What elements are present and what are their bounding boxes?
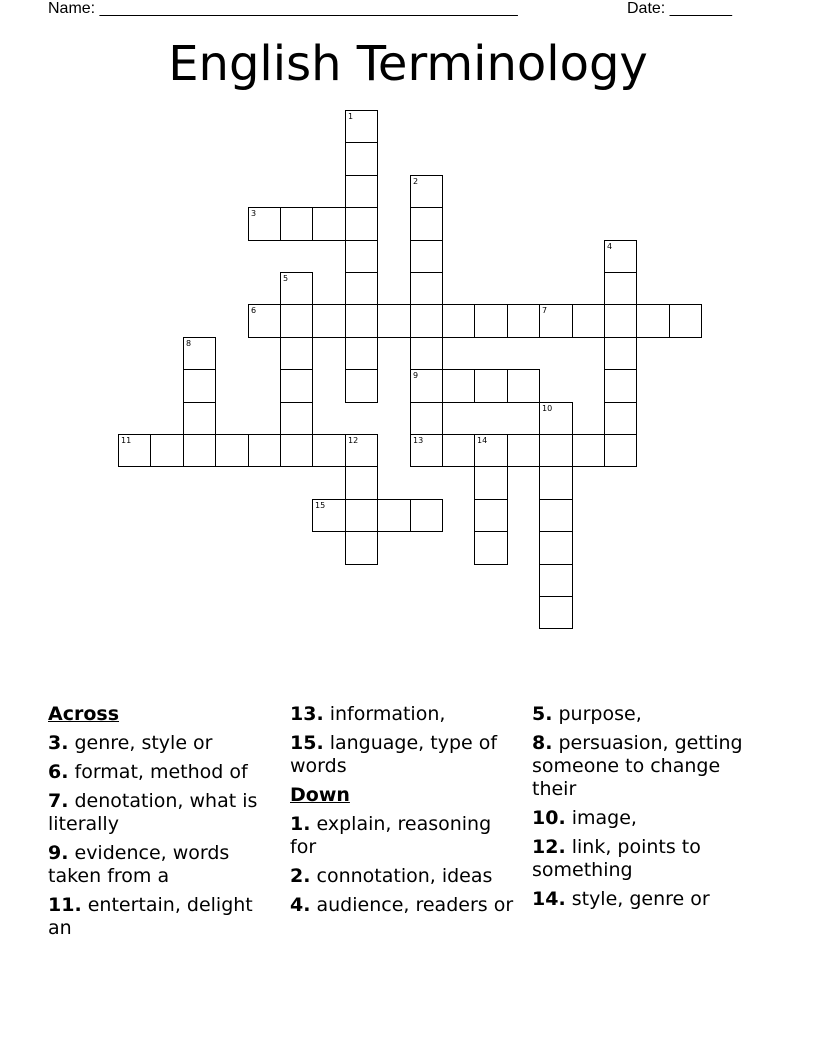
grid-cell[interactable]: [377, 499, 411, 532]
grid-cell[interactable]: [183, 402, 216, 435]
grid-cell[interactable]: [410, 434, 443, 467]
grid-cell[interactable]: [345, 142, 378, 176]
clue-number: 2: [413, 177, 419, 186]
grid-cell[interactable]: [345, 240, 378, 273]
clue-column-1: [48, 703, 280, 946]
grid-cell[interactable]: [345, 531, 378, 565]
grid-cell[interactable]: [604, 240, 637, 273]
grid-cell[interactable]: [410, 304, 443, 338]
grid-cell[interactable]: [539, 531, 573, 565]
grid-cell[interactable]: [474, 499, 508, 532]
grid-cell[interactable]: [150, 434, 184, 467]
grid-cell[interactable]: [539, 564, 573, 597]
grid-cell[interactable]: [669, 304, 702, 338]
grid-cell[interactable]: [410, 499, 443, 532]
clue-number: 9: [413, 371, 419, 380]
grid-cell[interactable]: [377, 304, 411, 338]
clue-number: 1: [348, 112, 354, 121]
clue-down-1: 1. explain, reasoning for: [290, 813, 492, 858]
grid-cell[interactable]: [248, 304, 281, 338]
clue-down-10: 10. image,: [532, 807, 637, 829]
clue-down-12: 12. link, points to something: [532, 836, 701, 881]
grid-cell[interactable]: [636, 304, 670, 338]
clue-number: 12: [348, 436, 359, 445]
grid-cell[interactable]: [345, 337, 378, 370]
grid-cell[interactable]: [280, 434, 313, 467]
grid-cell[interactable]: [183, 434, 216, 467]
clue-number: 6: [251, 306, 257, 315]
grid-cell[interactable]: [248, 207, 281, 241]
clue-across-6: 6. format, method of: [48, 761, 248, 783]
grid-cell[interactable]: [345, 110, 378, 143]
grid-cell[interactable]: [604, 337, 637, 370]
grid-cell[interactable]: [539, 466, 573, 500]
grid-cell[interactable]: [474, 304, 508, 338]
clue-number: 10: [542, 404, 553, 413]
grid-cell[interactable]: [410, 369, 443, 403]
grid-cell[interactable]: [539, 434, 573, 467]
grid-cell[interactable]: [345, 304, 378, 338]
clue-column-3: [532, 703, 764, 917]
name-field[interactable]: Name: _______________________________________________: [48, 0, 518, 17]
grid-cell[interactable]: [442, 304, 475, 338]
grid-cell[interactable]: [410, 207, 443, 241]
clue-across-11: 11. entertain, delight an: [48, 894, 253, 939]
grid-cell[interactable]: [345, 175, 378, 208]
grid-cell[interactable]: [183, 369, 216, 403]
grid-cell[interactable]: [539, 596, 573, 629]
grid-cell[interactable]: [183, 337, 216, 370]
grid-cell[interactable]: [410, 272, 443, 305]
grid-cell[interactable]: [345, 466, 378, 500]
grid-cell[interactable]: [345, 272, 378, 305]
grid-cell[interactable]: [604, 369, 637, 403]
clue-number: 4: [607, 242, 613, 251]
grid-cell[interactable]: [248, 434, 281, 467]
grid-cell[interactable]: [345, 499, 378, 532]
grid-cell[interactable]: [280, 272, 313, 305]
grid-cell[interactable]: [539, 402, 573, 435]
clue-number: 15: [315, 501, 326, 510]
grid-cell[interactable]: [312, 304, 346, 338]
grid-cell[interactable]: [410, 402, 443, 435]
clue-across-7: 7. denotation, what is literally: [48, 790, 258, 835]
grid-cell[interactable]: [280, 369, 313, 403]
grid-cell[interactable]: [442, 434, 475, 467]
grid-cell[interactable]: [474, 466, 508, 500]
grid-cell[interactable]: [280, 207, 313, 241]
grid-cell[interactable]: [442, 369, 475, 403]
grid-cell[interactable]: [604, 434, 637, 467]
clue-down-2: 2. connotation, ideas: [290, 865, 493, 887]
grid-cell[interactable]: [572, 434, 605, 467]
clue-across-9: 9. evidence, words taken from a: [48, 842, 230, 887]
grid-cell[interactable]: [507, 369, 540, 403]
clue-number: 7: [542, 306, 548, 315]
grid-cell[interactable]: [604, 272, 637, 305]
grid-cell[interactable]: [474, 531, 508, 565]
grid-cell[interactable]: [118, 434, 151, 467]
grid-cell[interactable]: [572, 304, 605, 338]
grid-cell[interactable]: [539, 499, 573, 532]
grid-cell[interactable]: [280, 402, 313, 435]
grid-cell[interactable]: [604, 304, 637, 338]
grid-cell[interactable]: [410, 337, 443, 370]
clue-down-4: 4. audience, readers or: [290, 894, 514, 916]
grid-cell[interactable]: [345, 434, 378, 467]
across-heading: Across: [48, 703, 120, 725]
clue-number: 8: [186, 339, 192, 348]
grid-cell[interactable]: [345, 207, 378, 241]
grid-cell[interactable]: [312, 434, 346, 467]
down-heading: Down: [290, 784, 350, 806]
clue-across-13: 13. information,: [290, 703, 446, 725]
grid-cell[interactable]: [507, 304, 540, 338]
clue-number: 13: [413, 436, 424, 445]
clue-across-3: 3. genre, style or: [48, 732, 213, 754]
grid-cell[interactable]: [280, 337, 313, 370]
clue-number: 5: [283, 274, 289, 283]
grid-cell[interactable]: [507, 434, 540, 467]
clue-number: 14: [477, 436, 488, 445]
clue-across-15: 15. language, type of words: [290, 732, 498, 777]
clue-number: 3: [251, 209, 257, 218]
grid-cell[interactable]: [410, 240, 443, 273]
grid-cell[interactable]: [539, 304, 573, 338]
grid-cell[interactable]: [215, 434, 249, 467]
clue-down-14: 14. style, genre or: [532, 888, 710, 910]
grid-cell[interactable]: [280, 304, 313, 338]
grid-cell[interactable]: [604, 402, 637, 435]
puzzle-title: English Terminology: [168, 36, 648, 92]
clue-column-2: [290, 703, 522, 923]
date-field[interactable]: Date: _______: [627, 0, 732, 17]
grid-cell[interactable]: [474, 434, 508, 467]
clue-down-5: 5. purpose,: [532, 703, 642, 725]
clue-number: 11: [121, 436, 132, 445]
grid-cell[interactable]: [312, 499, 346, 532]
grid-cell[interactable]: [410, 175, 443, 208]
grid-cell[interactable]: [474, 369, 508, 403]
clue-down-8: 8. persuasion, getting someone to change their: [532, 732, 743, 800]
grid-cell[interactable]: [312, 207, 346, 241]
grid-cell[interactable]: [345, 369, 378, 403]
